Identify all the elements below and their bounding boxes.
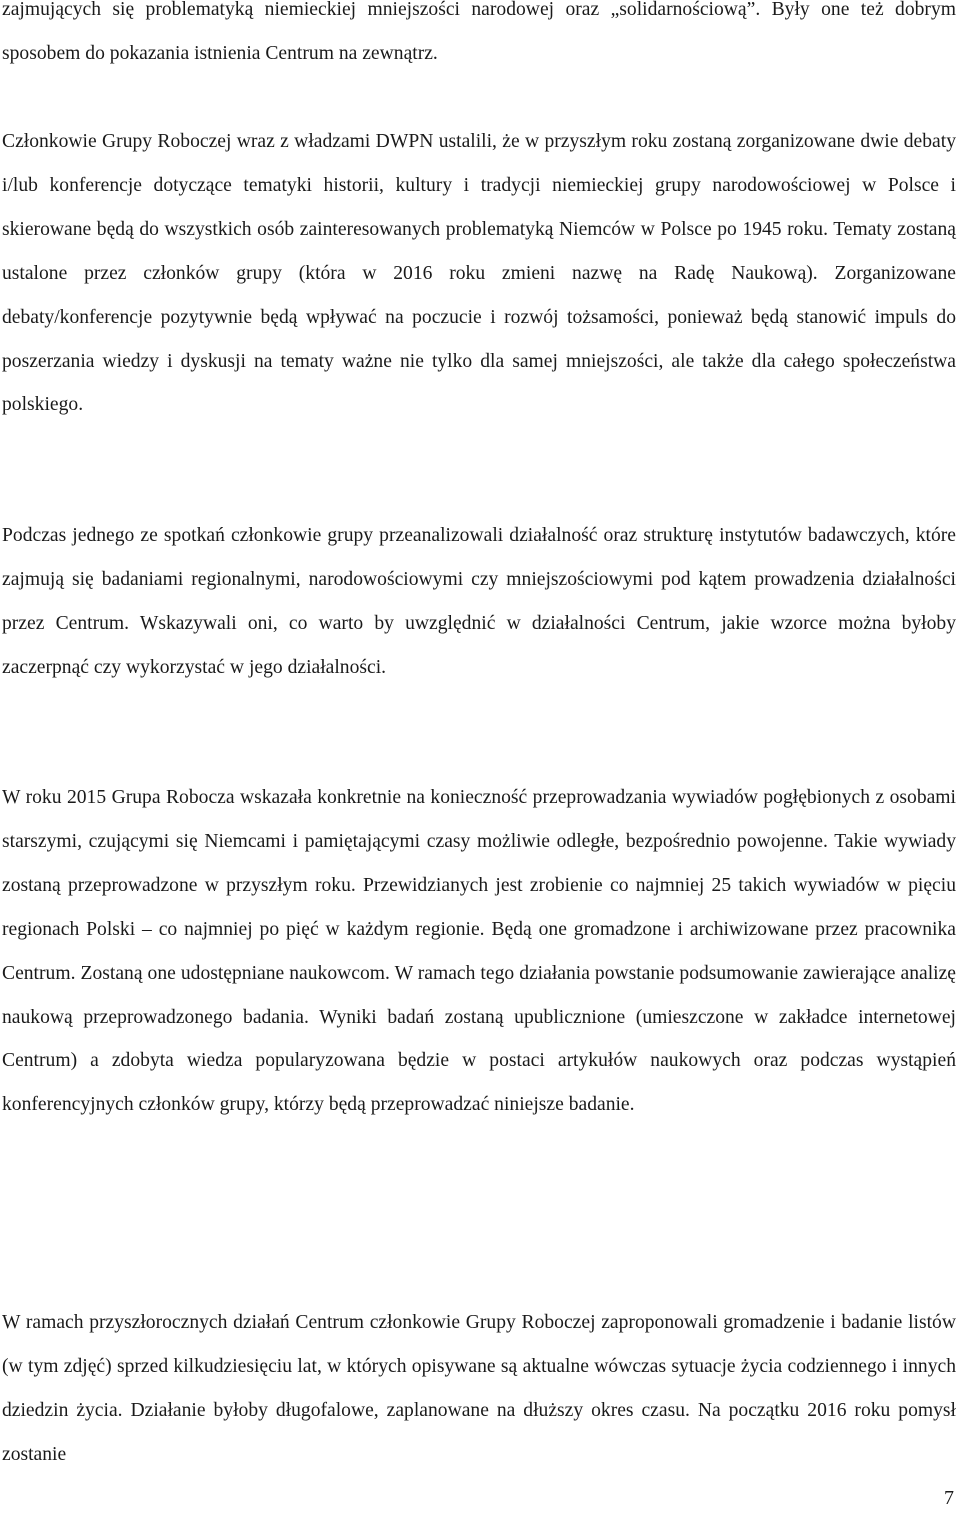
page-number: 7 xyxy=(944,1487,954,1509)
paragraph-continuation: zajmujących się problematyką niemieckiej mniejszości narodowej oraz „solidarnościową”. Były one też dobrym sposobem do pokazania istnienia Centrum na zewnątrz. xyxy=(2,0,956,64)
paragraph-letters-collection: W ramach przyszłorocznych działań Centrum członkowie Grupy Roboczej zaproponowali gromadzenie i badanie listów (w tym zdjęć) sprzed kilkudziesięciu lat, w których opisywane są aktualne wówczas sytuacje życia codziennego i innych dziedzin życia. Działanie byłoby długofalowe, zaplanowane na dłuższy okres czasu. Na początku 2016 roku pomysł zostanie xyxy=(2,1312,956,1465)
paragraph-working-group-debates: Członkowie Grupy Roboczej wraz z władzami DWPN ustalili, że w przyszłym roku zostaną zorganizowane dwie debaty i/lub konferencje dotyczące tematyki historii, kultury i tradycji niemieckiej grupy narodowościowej w Polsce i skierowane będą do wszystkich osób zainteresowanych problematyką Niemców w Polsce po 1945 roku. Tematy zostaną ustalone przez członków grupy (która w 2016 roku zmieni nazwę na Radę Naukową). Zorganizowane debaty/konferencje pozytywnie będą wpływać na poczucie i rozwój tożsamości, ponieważ będą stanowić impuls do poszerzania wiedzy i dyskusji na tematy ważne nie tylko dla samej mniejszości, ale także dla całego społeczeństwa polskiego. xyxy=(2,131,956,416)
paragraph-interviews-2015: W roku 2015 Grupa Robocza wskazała konkretnie na konieczność przeprowadzania wywiadów pogłębionych z osobami starszymi, czującymi się Niemcami i pamiętającymi czasy możliwie odległe, bezpośrednio powojenne. Takie wywiady zostaną przeprowadzone w przyszłym roku. Przewidzianych jest zrobienie co najmniej 25 takich wywiadów w pięciu regionach Polski – co najmniej po pięć w każdym regionie. Będą one gromadzone i archiwizowane przez pracownika Centrum. Zostaną one udostępniane naukowcom. W ramach tego działania powstanie podsumowanie zawierające analizę naukową przeprowadzonego badania. Wyniki badań zostaną upublicznione (umieszczone w zakładce internetowej Centrum) a zdobyta wiedza popularyzowana będzie w postaci artykułów naukowych oraz podczas wystąpień konferencyjnych członków grupy, którzy będą przeprowadzać niniejsze badanie. xyxy=(2,787,956,1116)
paragraph-research-institutes: Podczas jednego ze spotkań członkowie grupy przeanalizowali działalność oraz strukturę instytutów badawczych, które zajmują się badaniami regionalnymi, narodowościowymi czy mniejszościowymi pod kątem prowadzenia działalności przez Centrum. Wskazywali oni, co warto by uwzględnić w działalności Centrum, jakie wzorce można byłoby zaczerpnąć czy wykorzystać w jego działalności. xyxy=(2,525,956,678)
